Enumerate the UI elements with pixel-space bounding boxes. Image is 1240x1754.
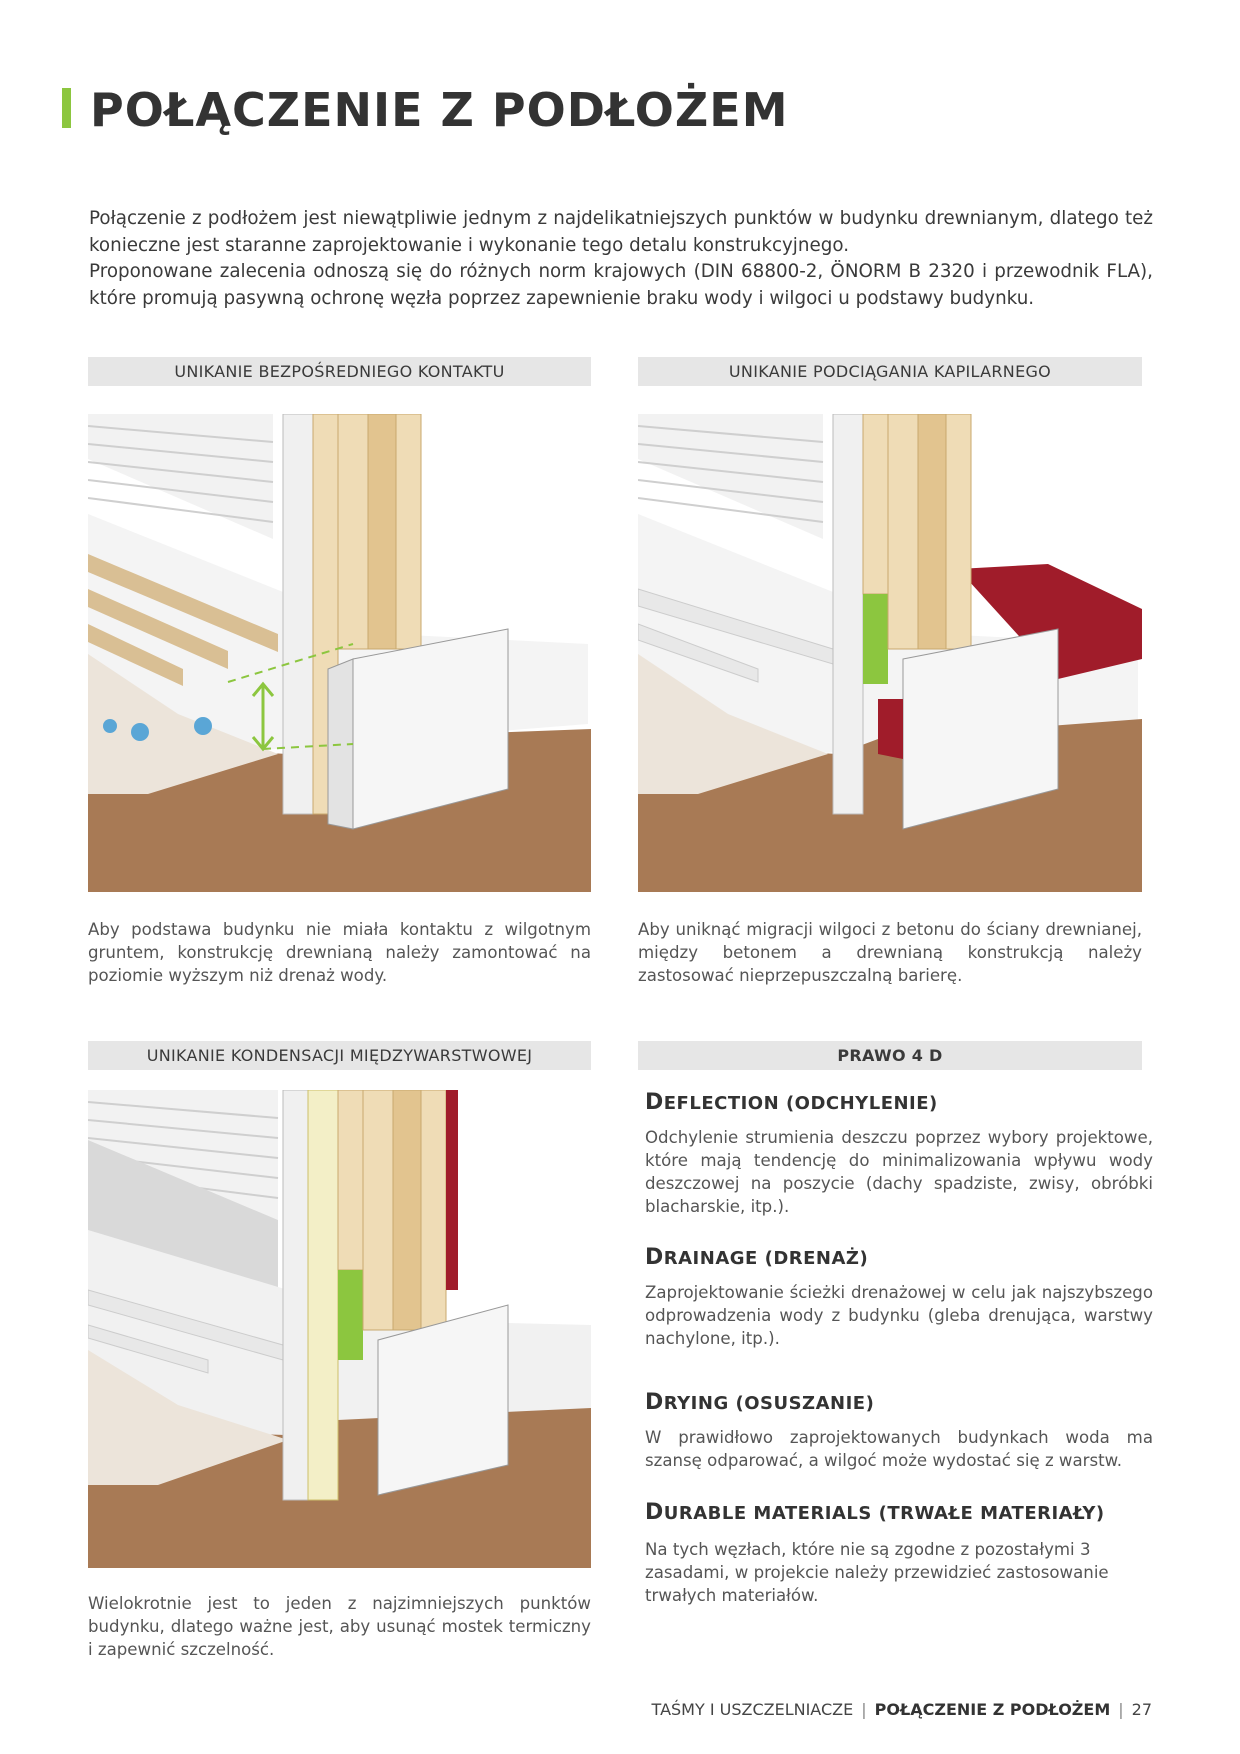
- section-header-capillary: UNIKANIE PODCIĄGANIA KAPILARNEGO: [638, 357, 1142, 386]
- d-initial: D: [645, 1090, 664, 1115]
- page-number: 27: [1131, 1700, 1152, 1719]
- caption-capillary: Aby uniknąć migracji wilgoci z betonu do ściany drewnianej, między betonem a drewnianą konstrukcją należy zastosować nieprzepuszczalną barierę.: [638, 920, 1142, 985]
- section-header-direct-contact: UNIKANIE BEZPOŚREDNIEGO KONTAKTU: [88, 357, 591, 386]
- d-title-durable: DURABLE MATERIALS (TRWAŁE MATERIAŁY): [645, 1500, 1105, 1525]
- illustration-direct-contact: [88, 414, 591, 892]
- d-initial: D: [645, 1245, 664, 1270]
- d-title-deflection: DEFLECTION (ODCHYLENIE): [645, 1090, 938, 1115]
- d-initial: D: [645, 1500, 664, 1525]
- intro-text: [89, 206, 1153, 312]
- illustration-condensation: [88, 1090, 591, 1568]
- d-body-drying: W prawidłowo zaprojektowanych budynkach woda ma szansę odparować, a wilgoć może wydostać się z warstw.: [645, 1428, 1153, 1470]
- section-header-condensation: UNIKANIE KONDENSACJI MIĘDZYWARSTWOWEJ: [88, 1041, 591, 1070]
- d-body-durable: Na tych węzłach, które nie są zgodne z pozostałymi 3 zasadami, w projekcie należy przewidzieć zastosowanie trwałych materiałów.: [645, 1540, 1109, 1605]
- footer-category: TAŚMY I USZCZELNIACZE: [651, 1700, 854, 1719]
- page-footer: TAŚMY I USZCZELNIACZE | POŁĄCZENIE Z PODŁOŻEM | 27: [651, 1700, 1152, 1719]
- d-title-drying: DRYING (OSUSZANIE): [645, 1390, 875, 1415]
- d-title-drainage: DRAINAGE (DRENAŻ): [645, 1245, 869, 1270]
- illustration-capillary: [638, 414, 1142, 892]
- intro-paragraph-1: Połączenie z podłożem jest niewątpliwie jednym z najdelikatniejszych punktów w budynku drewnianym, dlatego też konieczne jest staranne zaprojektowanie i wykonanie tego detalu konstrukcyjnego.: [89, 208, 1153, 256]
- page-title: POŁĄCZENIE Z PODŁOŻEM: [90, 83, 789, 137]
- caption-direct-contact: Aby podstawa budynku nie miała kontaktu z wilgotnym gruntem, konstrukcję drewnianą należy zamontować na poziomie wyższym niż drenaż wody.: [88, 920, 591, 985]
- caption-condensation: Wielokrotnie jest to jeden z najzimniejszych punktów budynku, dlatego ważne jest, aby usunąć mostek termiczny i zapewnić szczelność.: [88, 1594, 591, 1659]
- intro-paragraph-2: Proponowane zalecenia odnoszą się do różnych norm krajowych (DIN 68800-2, ÖNORM B 2320 i przewodnik FLA), które promują pasywną ochronę węzła poprzez zapewnienie braku wody i wilgoci u podstawy budynku.: [89, 261, 1153, 309]
- d-body-drainage: Zaprojektowanie ścieżki drenażowej w celu jak najszybszego odprowadzenia wody z budynku (gleba drenująca, warstwy nachylone, itp.).: [645, 1283, 1153, 1348]
- d-initial: D: [645, 1390, 664, 1415]
- footer-section: POŁĄCZENIE Z PODŁOŻEM: [874, 1700, 1111, 1719]
- d-body-deflection: Odchylenie strumienia deszczu poprzez wybory projektowe, które mają tendencję do minimalizowania wpływu wody deszczowej na poszycie (dachy spadziste, zwisy, obróbki blacharskie, itp.).: [645, 1128, 1153, 1216]
- title-accent-bar: [62, 88, 71, 128]
- section-header-4d: PRAWO 4 D: [638, 1041, 1142, 1070]
